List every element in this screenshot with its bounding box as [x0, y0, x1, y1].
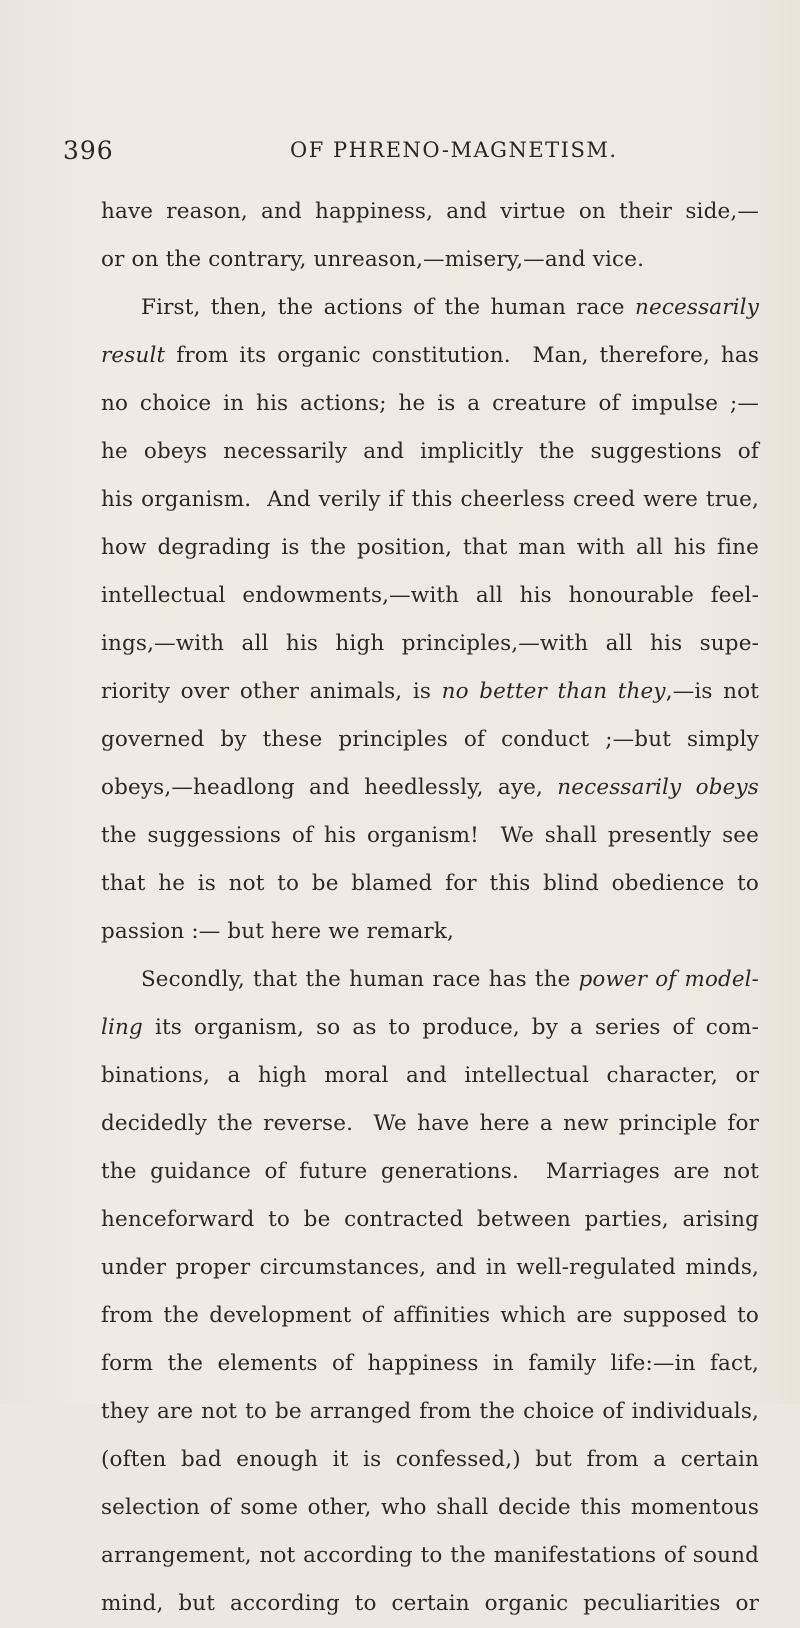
text-span: (often bad enough it is confessed,) but from a certain: [101, 1447, 759, 1472]
text-line: [101, 572, 759, 620]
text-line: [101, 860, 759, 908]
italic-text: power of model-: [578, 967, 759, 992]
text-line: [101, 812, 759, 860]
text-span: the guidance of future generations. Marriages are not: [101, 1159, 759, 1184]
italic-text: necessarily obeys: [557, 775, 759, 800]
text-span: under proper circumstances, and in well-regulated minds,: [101, 1255, 759, 1280]
text-line: [101, 716, 759, 764]
italic-text: ling: [101, 1015, 143, 1040]
text-span: no choice in his actions; he is a creature of impulse ;—: [101, 391, 759, 416]
text-span: his organism. And verily if this cheerless creed were true,: [101, 487, 759, 512]
text-span: obeys,—headlong and heedlessly, aye,: [101, 775, 558, 800]
text-span: ings,—with all his high principles,—with all his supe-: [101, 631, 759, 656]
text-span: from the development of affinities which are supposed to: [101, 1303, 759, 1328]
text-line: [101, 380, 759, 428]
text-span: how degrading is the position, that man with all his fine: [101, 535, 759, 560]
text-line: [101, 1196, 759, 1244]
italic-text: necessarily: [634, 295, 759, 320]
text-line: [101, 188, 759, 236]
text-span: they are not to be arranged from the choice of individuals,: [101, 1399, 759, 1424]
text-line: [101, 1244, 759, 1292]
text-span: Secondly, that the human race has the: [141, 967, 579, 992]
text-line: [101, 1532, 759, 1580]
text-line: [101, 1340, 759, 1388]
text-span: ,—is not: [665, 679, 759, 704]
text-line: [101, 1052, 759, 1100]
text-span: from its organic constitution. Man, therefore, has: [165, 343, 759, 368]
italic-text: no better than they: [441, 679, 666, 704]
text-span: arrangement, not according to the manifestations of sound: [101, 1543, 759, 1568]
italic-text: result: [101, 343, 166, 368]
text-line: [101, 1100, 759, 1148]
text-line: [101, 1292, 759, 1340]
text-line: [101, 956, 759, 1004]
page-number: 396: [63, 136, 114, 165]
text-span: governed by these principles of conduct ;—but simply: [101, 727, 759, 752]
text-span: the suggessions of his organism! We shall presently see: [101, 823, 759, 848]
text-line: [101, 764, 759, 812]
text-line: [101, 668, 759, 716]
text-line: [101, 476, 759, 524]
text-line: [101, 908, 759, 956]
text-span: henceforward to be contracted between parties, arising: [101, 1207, 759, 1232]
text-span: he obeys necessarily and implicitly the suggestions of: [101, 439, 759, 464]
text-line: [101, 1004, 759, 1052]
text-line: [101, 236, 759, 284]
body-text: [101, 188, 759, 1628]
text-span: form the elements of happiness in family life:—in fact,: [101, 1351, 759, 1376]
text-span: First, then, the actions of the human race: [141, 295, 635, 320]
text-span: that he is not to be blamed for this blind obedience to: [101, 871, 759, 896]
text-span: selection of some other, who shall decide this momentous: [101, 1495, 759, 1520]
running-head: [0, 136, 800, 184]
text-span: passion :— but here we remark,: [101, 919, 455, 944]
text-line: [101, 284, 759, 332]
text-line: [101, 428, 759, 476]
text-line: [101, 1148, 759, 1196]
text-span: or on the contrary, unreason,—misery,—and vice.: [101, 247, 645, 272]
text-span: have reason, and happiness, and virtue on their side,—: [101, 199, 759, 224]
text-line: [101, 1580, 759, 1628]
text-line: [101, 620, 759, 668]
text-span: binations, a high moral and intellectual character, or: [101, 1063, 759, 1088]
text-line: [101, 1436, 759, 1484]
text-span: mind, but according to certain organic peculiarities or: [101, 1591, 759, 1616]
text-line: [101, 1484, 759, 1532]
text-span: decidedly the reverse. We have here a new principle for: [101, 1111, 759, 1136]
running-title: OF PHRENO-MAGNETISM.: [290, 138, 618, 162]
text-line: [101, 524, 759, 572]
text-line: [101, 1388, 759, 1436]
text-line: [101, 332, 759, 380]
text-span: riority over other animals, is: [101, 679, 442, 704]
text-span: intellectual endowments,—with all his honourable feel-: [101, 583, 759, 608]
text-span: its organism, so as to produce, by a series of com-: [142, 1015, 759, 1040]
